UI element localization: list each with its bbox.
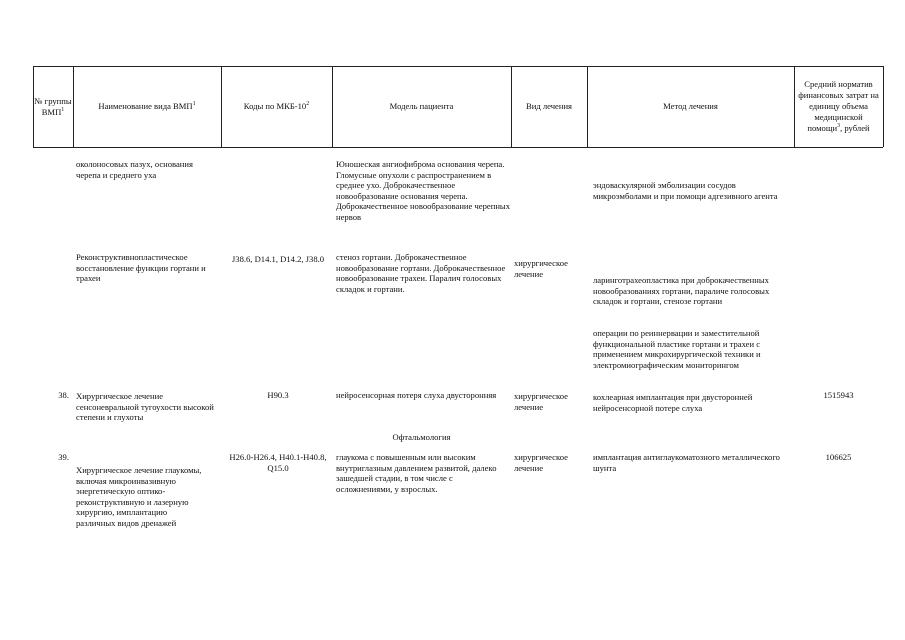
header-method [587,66,794,147]
header-group-no-text: № группы ВМП [34,95,72,117]
header-border-right [883,66,884,147]
row2-method-2: операции по реиннервации и заместительной функциональной пластике гортани и трахеи с применением микрохирургической техники и электромиографическим мониторингом [593,328,761,370]
header-cost-sup: 3 [837,123,841,130]
row2-method-1: ларинготрахеопластика при доброкачественных новообразованиях гортани, параличе голосовых складок и гортани, стенозе гортани [593,275,770,307]
header-codes-sup: 2 [306,101,310,108]
header-codes-text: Коды по МКБ-10 [243,101,307,111]
row39-method: имплантация антиглаукоматозного металлического шунта [593,452,780,473]
row39-number: 39. [58,452,69,462]
row1-model: Юношеская ангиофиброма основания черепа. Гломусные опухоли с распространением в среднее ухо. Доброкачественное новообразование основания черепа. Доброкачественное новообразование черепных нервов [336,159,510,222]
row38-model: нейросенсорная потеря слуха двусторонняя [336,390,497,400]
row38-name: Хирургическое лечение сенсоневральной тугоухости высокой степени и глухоты [76,391,214,423]
header-type [511,66,587,147]
row39-cost: 106625 [825,452,852,462]
header-bottom-border [33,147,883,148]
row2-model: стеноз гортани. Доброкачественное новообразование гортани. Доброкачественное новообразование трахеи. Паралич голосовых складок и гортани. [336,252,506,294]
header-cost [794,66,883,147]
row2-name: Реконструктивнопластическое восстановление функции гортани и трахеи [76,252,206,284]
header-name [73,66,221,147]
header-group-no [33,66,73,147]
row1-name: околоносовых пазух, основания черепа и среднего уха [76,159,193,180]
row38-method: кохлеарная имплантация при двусторонней нейросенсорной потере слуха [593,392,753,413]
row2-codes: J38.6, D14.1, D14.2, J38.0 [231,254,325,264]
header-cost-suffix: , рублей [840,123,870,133]
row38-number: 38. [58,390,69,400]
row39-model: глаукома с повышенным или высоким внутриглазным давлением развитой, далеко зашедшей стадии, в том числе с осложнениями, у взрослых. [336,452,497,494]
section-title: Офтальмология [392,432,451,442]
row39-name: Хирургическое лечение глаукомы, включая микроинвазивную энергетическую оптико-реконструктивную и лазерную хирургию, имплантацию различных видов дренажей [76,465,202,528]
row2-type: хирургическое лечение [514,258,568,279]
row39-type: хирургическое лечение [514,452,568,473]
header-name-text: Наименование вида ВМП [98,101,193,111]
row39-codes: H26.0-H26.4, H40.1-H40.8, Q15.0 [229,452,327,473]
row38-codes: H90.3 [267,390,289,400]
header-type-text: Вид лечения [525,101,573,111]
header-cost-text: Средний норматив финансовых затрат на единицу объема медицинской помощи [798,79,879,133]
header-model [332,66,511,147]
row1-method: эндоваскулярной эмболизации сосудов микроэмболами и при помощи адгезивного агента [593,180,778,201]
row38-type: хирургическое лечение [514,391,568,412]
header-name-sup: 1 [192,101,196,108]
header-group-no-sup: 1 [61,106,65,113]
header-model-text: Модель пациента [389,101,454,111]
header-codes [221,66,332,147]
row38-cost: 1515943 [823,390,854,400]
header-method-text: Метод лечения [663,101,718,111]
